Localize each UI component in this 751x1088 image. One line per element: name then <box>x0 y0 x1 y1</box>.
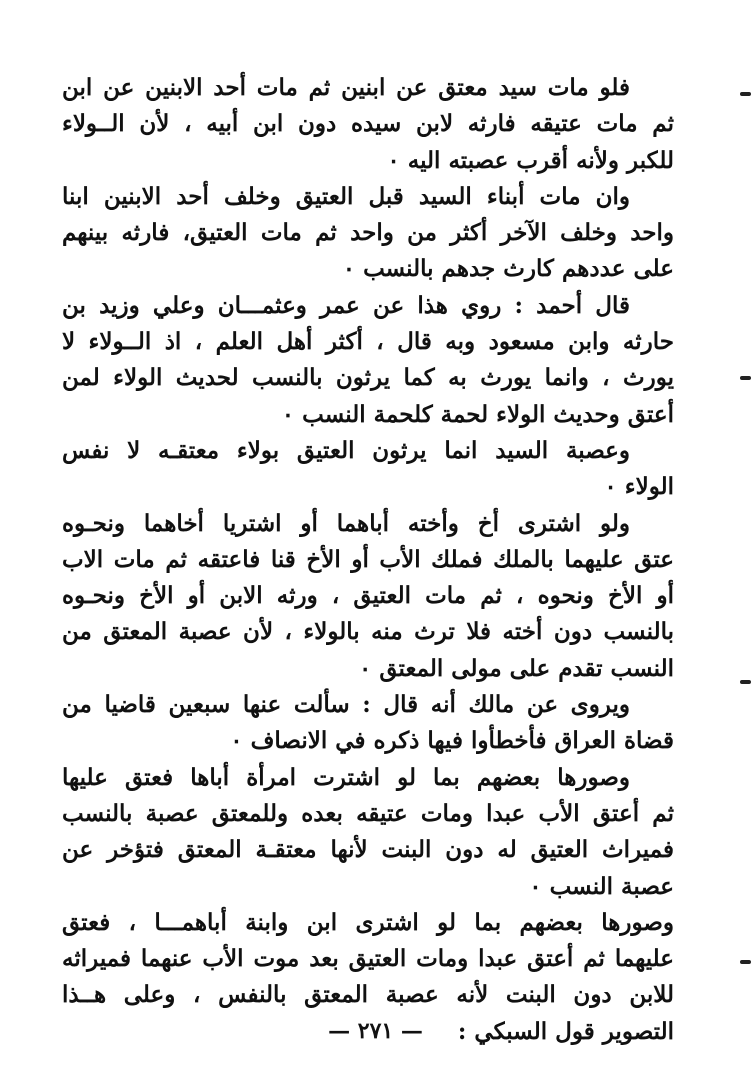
text-line: وان مات أبناء السيد قبل العتيق وخلف أحد الابنين ابنا <box>62 182 630 210</box>
text-line: وصورها بعضهم بما لو اشترت امرأة أباها فعتق عليها <box>62 763 630 791</box>
text-line: واحد وخلف الآخر أكثر من واحد ثم مات العتيق، فارثه بينهم <box>62 219 674 247</box>
text-line: وعصبة السيد انما يرثون العتيق بولاء معتقـه لا نفس <box>62 436 630 464</box>
text-line: الولاء ٠ <box>604 473 674 501</box>
text-line: للكبر ولأنه أقرب عصبته اليه ٠ <box>387 146 674 174</box>
scan-edge-mark <box>740 960 751 964</box>
text-line: عصبة النسب ٠ <box>529 872 674 900</box>
text-line: يورث ، وانما يورث به كما يرثون بالنسب لحديث الولاء لمن <box>62 364 674 392</box>
text-line: حارثه وابن مسعود وبه قال ، أكثر أهل العلم ، اذ الــولاء لا <box>62 328 674 356</box>
scan-edge-mark <box>740 680 751 684</box>
scan-edge-mark <box>740 92 751 96</box>
text-line: للابن دون البنت لأنه عصبة المعتق بالنفس ، وعلى هــذا <box>62 981 674 1009</box>
text-line: قال أحمد : روي هذا عن عمر وعثمـــان وعلي وزيد بن <box>62 291 630 319</box>
text-line: وصورها بعضهم بما لو اشترى ابن وابنة أباهمـــا ، فعتق <box>62 908 674 936</box>
page-body <box>62 70 674 1050</box>
scan-edge-mark <box>740 376 751 380</box>
text-line: على عددهم كارث جدهم بالنسب ٠ <box>342 255 674 283</box>
page-number: — ٢٧١ — <box>328 1018 423 1044</box>
text-line: بالنسب دون أخته فلا ترث منه بالولاء ، لأن عصبة المعتق من <box>62 618 674 646</box>
text-line: أو الأخ ونحوه ، ثم مات العتيق ، ورثه الابن أو الأخ ونحـوه <box>62 582 674 610</box>
text-line: قضاة العراق فأخطأوا فيها ذكره في الانصاف ٠ <box>230 727 674 755</box>
text-line: فلو مات سيد معتق عن ابنين ثم مات أحد الابنين عن ابن <box>62 74 630 101</box>
text-line: ويروى عن مالك أنه قال : سألت عنها سبعين قاضيا من <box>62 691 630 719</box>
text-line: فميراث العتيق له دون البنت لأنها معتقـة المعتق فتؤخر عن <box>62 836 674 864</box>
text-line: التصوير قول السبكي : <box>457 1017 674 1045</box>
text-line: ثم أعتق الأب عبدا ومات عتيقه بعده وللمعتق عصبة بالنسب <box>62 799 674 827</box>
text-line: أعتق وحديث الولاء لحمة كلحمة النسب ٠ <box>281 400 674 428</box>
text-line: النسب تقدم على مولى المعتق ٠ <box>359 654 674 682</box>
text-line: ثم مات عتيقه فارثه لابن سيده دون ابن أبيه ، لأن الــولاء <box>62 110 674 138</box>
text-line: عتق عليهما بالملك فملك الأب أو الأخ قنا فاعتقه ثم مات الاب <box>62 545 674 573</box>
text-line: ولو اشترى أخ وأخته أباهما أو اشتريا أخاهما ونحـوه <box>62 509 630 537</box>
text-line: عليهما ثم أعتق عبدا ومات العتيق بعد موت الأب عنهما فميراثه <box>62 945 674 973</box>
